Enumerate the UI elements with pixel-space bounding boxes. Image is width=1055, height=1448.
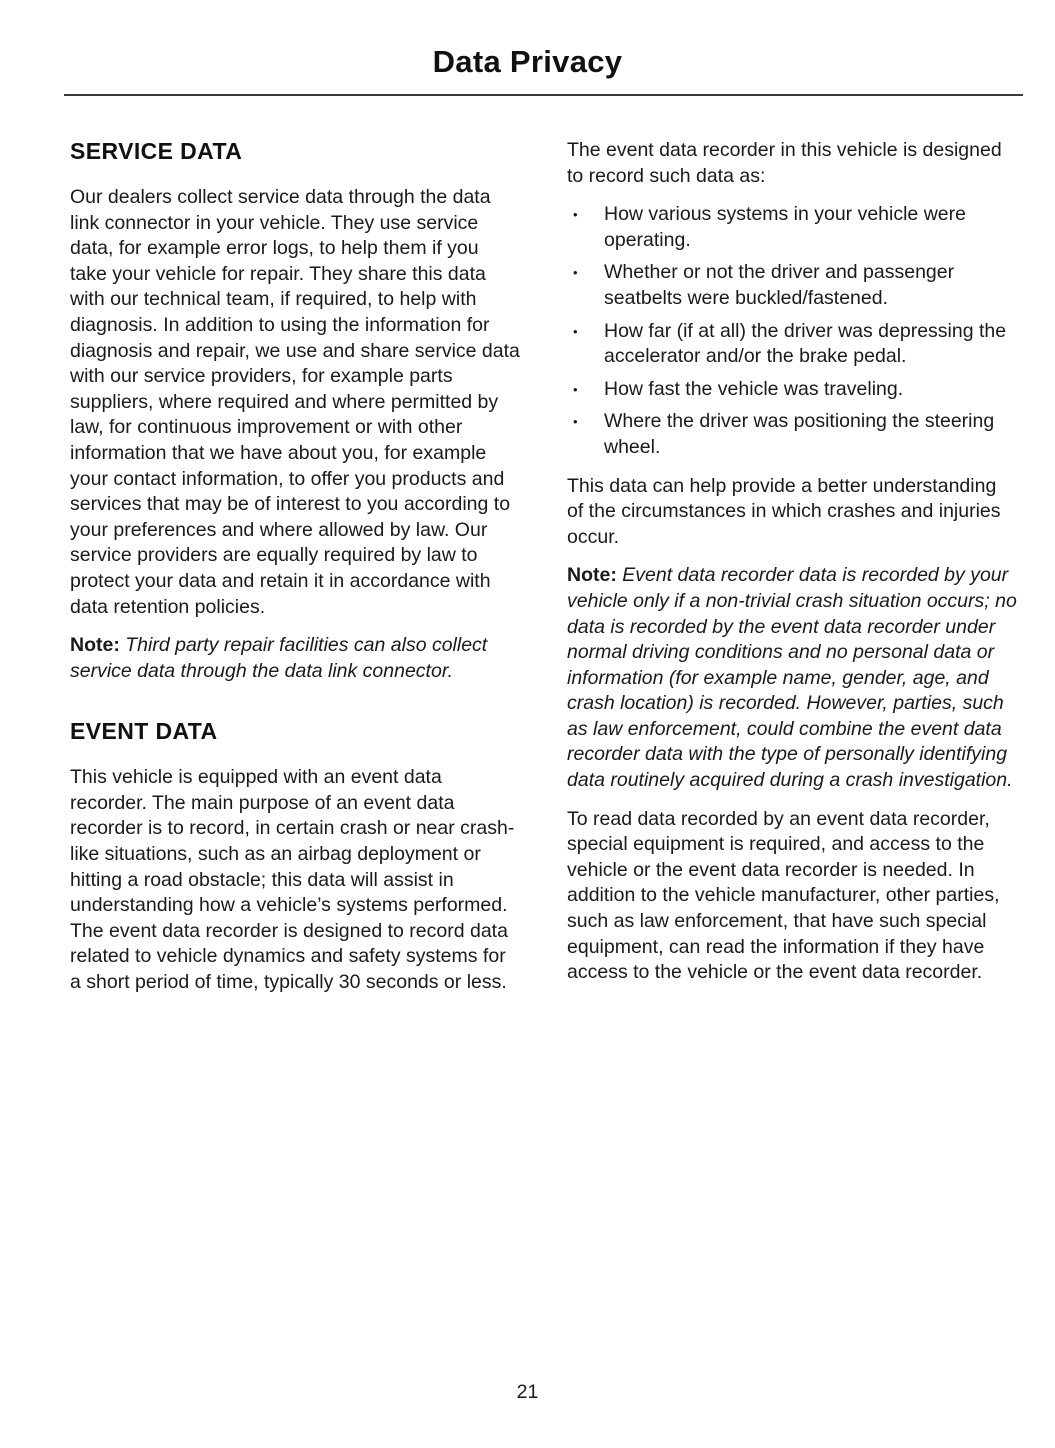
bullet-icon: • (573, 381, 578, 397)
bullet-text: How far (if at all) the driver was depressing the accelerator and/or the brake pedal. (604, 319, 1007, 368)
event-data-closing: To read data recorded by an event data recorder, special equipment is required, and access to the vehicle or the event data recorder is needed. In addition to the vehicle manufacturer, other parties, such as law enforcement, that have such special equipment, can read the information if they have access to the vehicle or the event data recorder. (567, 807, 1000, 984)
bullet-icon: • (573, 414, 578, 430)
list-item (567, 260, 1017, 311)
event-data-body: This vehicle is equipped with an event data recorder. The main purpose of an event data recorder is to record, in certain crash or near crash-like situations, such as an airbag deployment or hitting a road obstacle; this data will assist in understanding how a vehicle’s systems performed. The event data recorder is designed to record data related to vehicle dynamics and safety systems for a short period of time, typically 30 seconds or less. (70, 766, 515, 994)
service-data-heading: SERVICE DATA (70, 138, 243, 164)
note-label: Note: (567, 564, 617, 587)
list-item (567, 319, 1017, 370)
page-header (0, 0, 1055, 96)
bullet-text: How fast the vehicle was traveling. (604, 377, 904, 400)
event-data-note (567, 563, 1017, 793)
bullet-text: Whether or not the driver and passenger seatbelts were buckled/fastened. (604, 261, 955, 309)
content-columns (0, 96, 1055, 1009)
note-body: Event data recorder data is recorded by your vehicle only if a non-trivial crash situation occurs; no data is recorded by the event data recorder under normal driving conditions and no personal data or information (for example name, gender, age, and crash location) is recorded. However, parties, such as law enforcement, could combine the event data recorder data with the type of personally identifying data routinely acquired during a crash investigation. (567, 564, 1017, 792)
event-data-bullet-list (567, 202, 1017, 460)
list-item (567, 409, 1017, 460)
left-column (70, 138, 520, 1009)
page-number: 21 (516, 1381, 539, 1403)
event-data-heading: EVENT DATA (70, 718, 218, 745)
bullet-icon: • (573, 207, 578, 223)
right-column (567, 138, 1017, 1009)
note-label: Note: (70, 634, 120, 657)
list-item (567, 202, 1017, 253)
bullet-icon: • (573, 265, 578, 281)
page-footer (0, 1381, 1055, 1404)
page-title: Data Privacy (432, 44, 623, 79)
event-data-intro: The event data recorder in this vehicle is designed to record such data as: (567, 139, 1002, 187)
event-data-summary: This data can help provide a better understanding of the circumstances in which crashes and injuries occur. (567, 474, 1001, 548)
list-item (567, 377, 1017, 403)
bullet-text: How various systems in your vehicle were operating. (604, 203, 966, 251)
bullet-text: Where the driver was positioning the steering wheel. (604, 410, 995, 458)
note-body: Third party repair facilities can also collect service data through the data link connector. (70, 634, 488, 682)
service-data-body: Our dealers collect service data through the data link connector in your vehicle. They use service data, for example error logs, to help them if you take your vehicle for repair. They share this data with our technical team, if required, to help with diagnosis. In addition to using the information for diagnosis and repair, we use and share service data with our service providers, for example parts suppliers, where required and where permitted by law, for continuous improvement or with other information that we have about you, for example your contact information, to offer you products and services that may be of interest to you according to your preferences and where allowed by law. Our service providers are equally required by law to protect your data and retain it in accordance with data retention policies. (70, 186, 520, 618)
service-data-note (70, 633, 520, 684)
bullet-icon: • (573, 323, 578, 339)
